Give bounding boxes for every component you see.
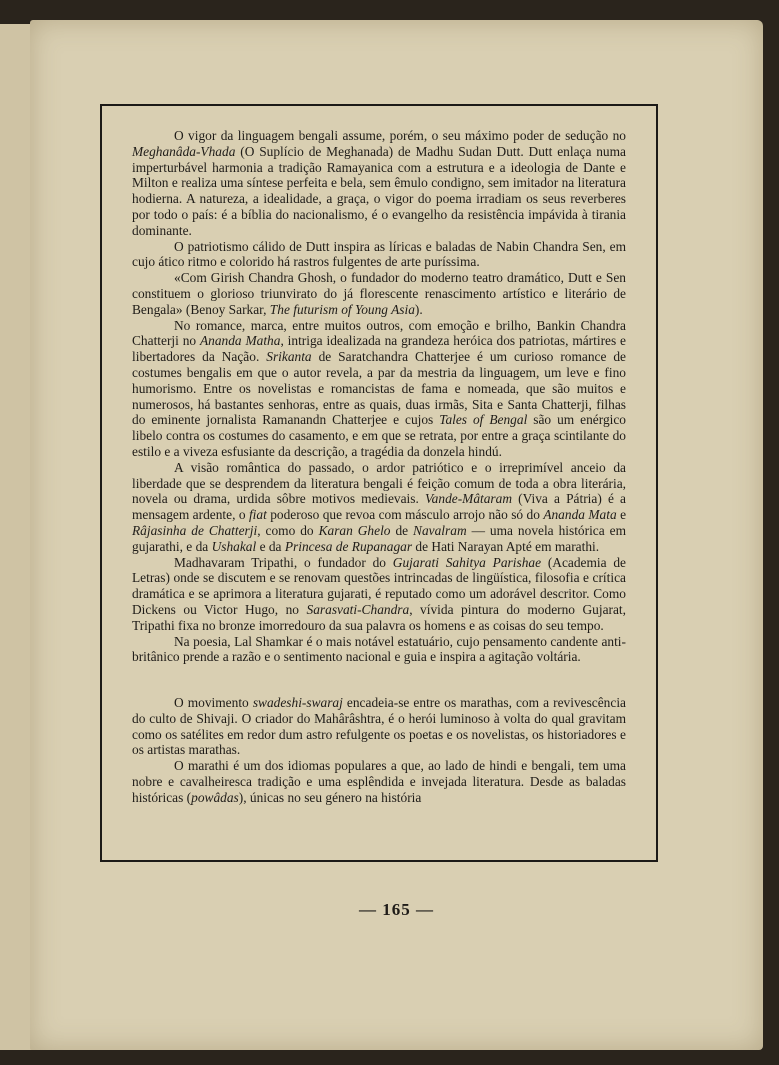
page-number: — 165 — xyxy=(359,900,434,919)
text-run: e da xyxy=(256,538,285,554)
section-gap xyxy=(132,665,626,695)
book-page xyxy=(30,20,763,1050)
paragraph xyxy=(132,758,626,805)
text-run: de Hati Narayan Apté em marathi. xyxy=(412,538,600,554)
italic-title: Tales of Bengal xyxy=(439,412,528,428)
text-run: , vívida pintura do moderno Gujarat, Tripathi fixa no bronze imorredouro da sua palavra os homens e as coisas do seu tempo. xyxy=(132,601,626,633)
paragraph xyxy=(132,555,626,634)
italic-title: Meghanâda-Vhada xyxy=(132,143,236,159)
paragraph xyxy=(132,695,626,758)
text-run: No romance, marca, entre muitos outros, com emoção e brilho, Bankin Chandra Chatterji no xyxy=(132,317,626,349)
text-run: (Academia de Letras) onde se discutem e se renovam questões intrincadas de lingüística, filosofia e crítica dramática e se aprimora a literatura gujarati, é reputado como um adorável descritor. Como Dickens ou Victor Hugo, no xyxy=(132,554,626,617)
text-run: , como do xyxy=(257,522,319,538)
text-run: ), únicas no seu género na história xyxy=(238,789,422,805)
paragraph xyxy=(132,460,626,555)
text-run: O movimento xyxy=(174,695,253,711)
paragraph xyxy=(132,270,626,317)
italic-title: Ananda Matha xyxy=(199,333,281,349)
text-run: A visão romântica do passado, o ardor patriótico e o irreprimível anceio da liberdade que se desprendem da literatura bengali é feição comum de toda a obra literária, novela ou drama, urdida sôbre motivos medievais. xyxy=(132,459,626,507)
paragraph xyxy=(132,318,626,460)
text-run: encadeia-se entre os marathas, com a revivescência do culto de Shivaji. O criador do Mahârâshtra, é o herói luminoso à volta do qual gravitam como os satélites em redor dum astro refulgente os poetas e os novelistas, os historiadores e os artistas marathas. xyxy=(132,695,626,758)
italic-title: Princesa de Rupanagar xyxy=(284,538,413,554)
italic-title: powâdas xyxy=(191,789,239,805)
body-text-block-1 xyxy=(132,128,626,665)
text-frame xyxy=(100,104,658,862)
italic-title: Karan Ghelo xyxy=(318,522,391,538)
text-run: «Com Girish Chandra Ghosh, o fundador do moderno teatro dramático, Dutt e Sen constituem o glorioso triunvirato do já florescente renascimento artístico e literário de Bengala» (Benoy Sarkar, xyxy=(132,270,626,317)
text-run: e xyxy=(616,507,627,523)
text-run: — uma novela histórica em gujarathi, e da xyxy=(132,522,626,554)
text-run: poderoso que revoa com másculo arrojo não só do xyxy=(266,507,544,523)
paragraph xyxy=(132,634,626,666)
italic-title: Srikanta xyxy=(266,349,312,365)
text-run: Na poesia, Lal Shamkar é o mais notável estatuário, cujo pensamento candente anti-britânico prende a razão e o sentimento nacional e guia e inspira a agitação voltária. xyxy=(132,633,626,665)
italic-title: Ananda Mata xyxy=(543,507,617,523)
italic-title: Râjasinha de Chatterji xyxy=(132,522,258,538)
text-run: ). xyxy=(414,301,423,317)
italic-title: Ushakal xyxy=(211,538,257,554)
italic-title: Vande-Mâtaram xyxy=(424,491,513,507)
text-run: Madhavaram Tripathi, o fundador do xyxy=(174,554,393,570)
italic-title: The futurism of Young Asia xyxy=(269,301,415,317)
text-run: (Viva a Pátria) é a mensagem ardente, o xyxy=(132,491,626,523)
italic-title: Gujarati Sahitya Parishae xyxy=(392,554,542,570)
italic-title: Sarasvati-Chandra xyxy=(306,601,410,617)
text-run: (O Suplício de Meghanada) de Madhu Sudan Dutt. Dutt enlaça numa imperturbável harmonia a tradição Ramayanica com a estrutura e a ideologia de Dante e Milton e realiza uma síntese perfeita e bela, sem êmulo condigno, sem imitador na literatura hodierna. A natureza, a idealidade, a graça, o vigor do poema irradiam os seus reverberes por todo o país: é a bíblia do nacionalismo, é o evangelho da resistência impávida à tirania dominante. xyxy=(132,143,626,238)
text-run: O patriotismo cálido de Dutt inspira as líricas e baladas de Nabin Chandra Sen, em cujo ático ritmo e colorido há rastros fulgentes de arte puríssima. xyxy=(132,238,626,270)
body-text-block-2 xyxy=(132,695,626,806)
text-run: de Saratchandra Chatterjee é um curioso romance de costumes bengalis em que o autor revela, a par da mestria da linguagem, um leve e fino humorismo. Entre os novelistas e romancistas de fama e nomeada, que são muitos e numerosos, há bastantes senhoras, entre as quais, duas irmãs, Sita e Santa Chatterji, filhas do eminente jornalista Ramanandn Chatterjee e cujos xyxy=(132,349,626,428)
text-run: O marathi é um dos idiomas populares a que, ao lado de hindi e bengali, tem uma nobre e cavalheiresca tradição e uma esplêndida e invejada literatura. Desde as baladas históricas ( xyxy=(132,758,626,805)
paragraph xyxy=(132,128,626,239)
paragraph xyxy=(132,239,626,271)
text-run: de xyxy=(390,522,414,538)
text-run: , intriga idealizada na grandeza heróica dos patriotas, mártires e libertadores da Nação. xyxy=(132,333,626,365)
italic-title: fiat xyxy=(248,507,267,523)
text-run: são um enérgico libelo contra os costumes do casamento, e em que se retrata, por entre a graça scintilante do estilo e a viveza esfusiante da descrição, a tragédia da donzela hindú. xyxy=(132,412,627,459)
text-run: O vigor da linguagem bengali assume, porém, o seu máximo poder de sedução no xyxy=(174,128,626,143)
italic-title: swadeshi-swaraj xyxy=(252,695,343,711)
italic-title: Navalram xyxy=(413,522,467,538)
